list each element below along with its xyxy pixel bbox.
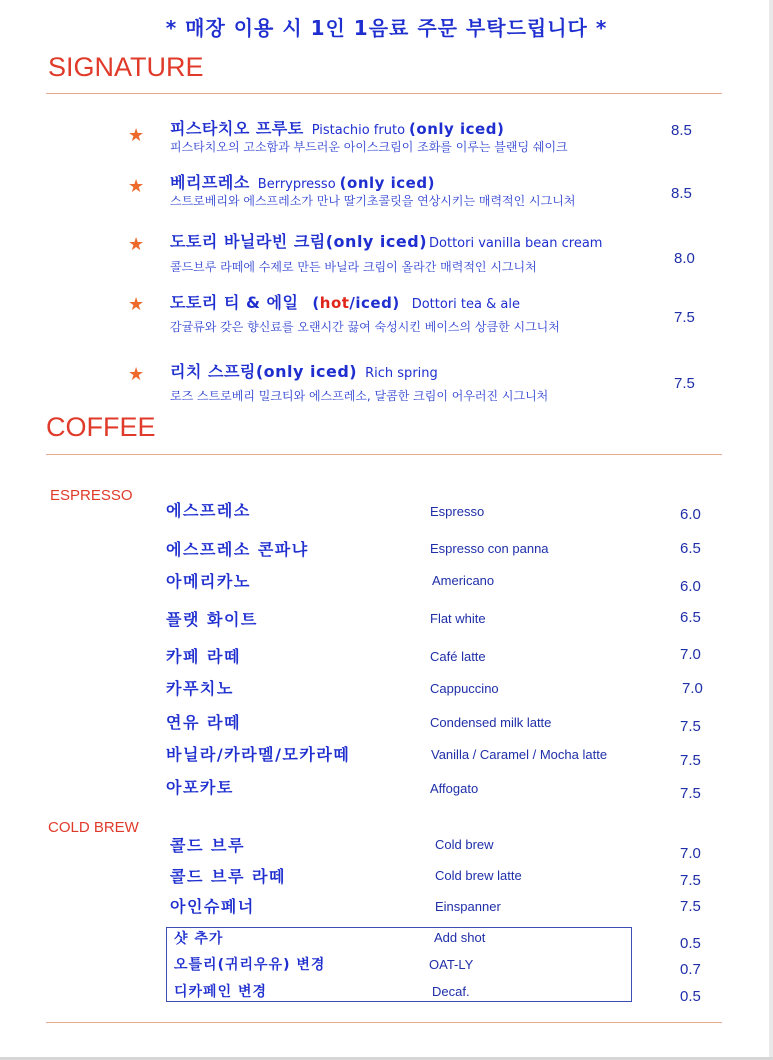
option-name: 디카페인 변경 [174,984,268,1000]
star-icon: ★ [128,294,145,315]
menu-item-name: 아메리카노 [166,572,251,591]
menu-item-name: 연유 라떼 [166,713,241,732]
signature-title: SIGNATURE [48,52,204,82]
signature-item-desc: 피스타치오의 고소함과 부드러운 아이스크림이 조화를 이루는 블랜딩 쉐이크 [170,140,568,154]
menu-item-price: 7.0 [680,845,701,862]
page-edge [769,0,773,1060]
signature-item-desc: 콜드브루 라떼에 수제로 만든 바닐라 크림이 올라간 매력적인 시그니처 [170,260,537,274]
bottom-divider [46,1022,722,1023]
signature-item-price: 8.5 [671,185,692,202]
menu-item-name: 콜드 브루 라떼 [170,867,286,886]
signature-item-desc: 로즈 스트로베리 밀크티와 에스프레소, 달콤한 크림이 어우러진 시그니처 [170,389,549,403]
option-name: 오틀리(귀리우유) 변경 [174,957,326,973]
menu-item-name: 아포카토 [166,778,234,797]
menu-item-en: Flat white [430,611,486,626]
signature-item-name: 베리프레소 Berrypresso (only iced) [170,173,435,192]
signature-item-desc: 감귤류와 갖은 향신료를 오랜시간 끓여 숙성시킨 베이스의 상큼한 시그니처 [170,320,560,334]
signature-item-price: 8.5 [671,122,692,139]
menu-item-en: Vanilla / Caramel / Mocha latte [431,747,608,762]
menu-item-en: Affogato [430,781,479,796]
menu-item-name: 바닐라/카라멜/모카라떼 [166,745,351,764]
menu-item-en: Condensed milk latte [430,715,552,730]
menu-item-price: 7.0 [682,680,703,697]
menu-item-name: 콜드 브루 [170,836,245,855]
menu-item-price: 6.0 [680,506,701,523]
menu-item-en: Einspanner [435,899,501,914]
star-icon: ★ [128,176,145,197]
menu-item-en: Cold brew [435,837,494,852]
option-price: 0.5 [680,988,701,1005]
menu-item-name: 에스프레소 콘파냐 [166,540,309,559]
option-price: 0.7 [680,961,701,978]
menu-item-price: 7.0 [680,646,701,663]
coffee-divider [46,454,722,455]
menu-item-price: 7.5 [680,872,701,889]
menu-item-price: 7.5 [680,785,701,802]
signature-item-name: 리치 스프링(only iced) Rich spring [170,362,438,381]
signature-item-name: 피스타치오 프루토 Pistachio fruto (only iced) [170,119,505,138]
signature-item-desc: 스트로베리와 에스프레소가 만나 딸기초콜릿을 연상시키는 매력적인 시그니처 [170,194,576,208]
menu-item-en: Cold brew latte [435,868,522,883]
signature-divider [46,93,722,94]
menu-item-name: 아인슈페너 [170,897,255,916]
option-en: Decaf. [432,984,470,999]
menu-item-price: 6.0 [680,578,701,595]
espresso-label: ESPRESSO [50,487,133,504]
menu-item-price: 7.5 [680,752,701,769]
menu-item-en: Cappuccino [430,681,499,696]
signature-item-price: 8.0 [674,250,695,267]
menu-item-name: 에스프레소 [166,501,251,520]
order-notice: * 매장 이용 시 1인 1음료 주문 부탁드립니다 * [165,16,608,40]
menu-item-price: 6.5 [680,609,701,626]
menu-item-en: Espresso [430,504,485,519]
menu-item-name: 카푸치노 [166,679,234,698]
signature-item-price: 7.5 [674,375,695,392]
menu-item-name: 카페 라떼 [166,647,241,666]
cold-brew-label: COLD BREW [48,819,139,836]
menu-item-price: 7.5 [680,898,701,915]
menu-item-name: 플랫 화이트 [166,610,258,629]
option-price: 0.5 [680,935,701,952]
menu-item-en: Espresso con panna [430,541,549,556]
signature-item-price: 7.5 [674,309,695,326]
signature-item-name: 도토리 티 & 에일 (hot/iced) Dottori tea & ale [170,293,520,312]
option-name: 샷 추가 [174,931,224,947]
menu-item-price: 6.5 [680,540,701,557]
option-en: OAT-LY [429,957,474,972]
menu-item-en: Americano [432,573,495,588]
signature-item-name: 도토리 바닐라빈 크림(only iced) Dottori vanilla bean cream [170,232,603,251]
star-icon: ★ [128,364,145,385]
star-icon: ★ [128,234,145,255]
option-en: Add shot [434,930,486,945]
menu-item-price: 7.5 [680,718,701,735]
menu-item-en: Café latte [430,649,486,664]
star-icon: ★ [128,125,145,146]
coffee-title: COFFEE [46,412,156,442]
